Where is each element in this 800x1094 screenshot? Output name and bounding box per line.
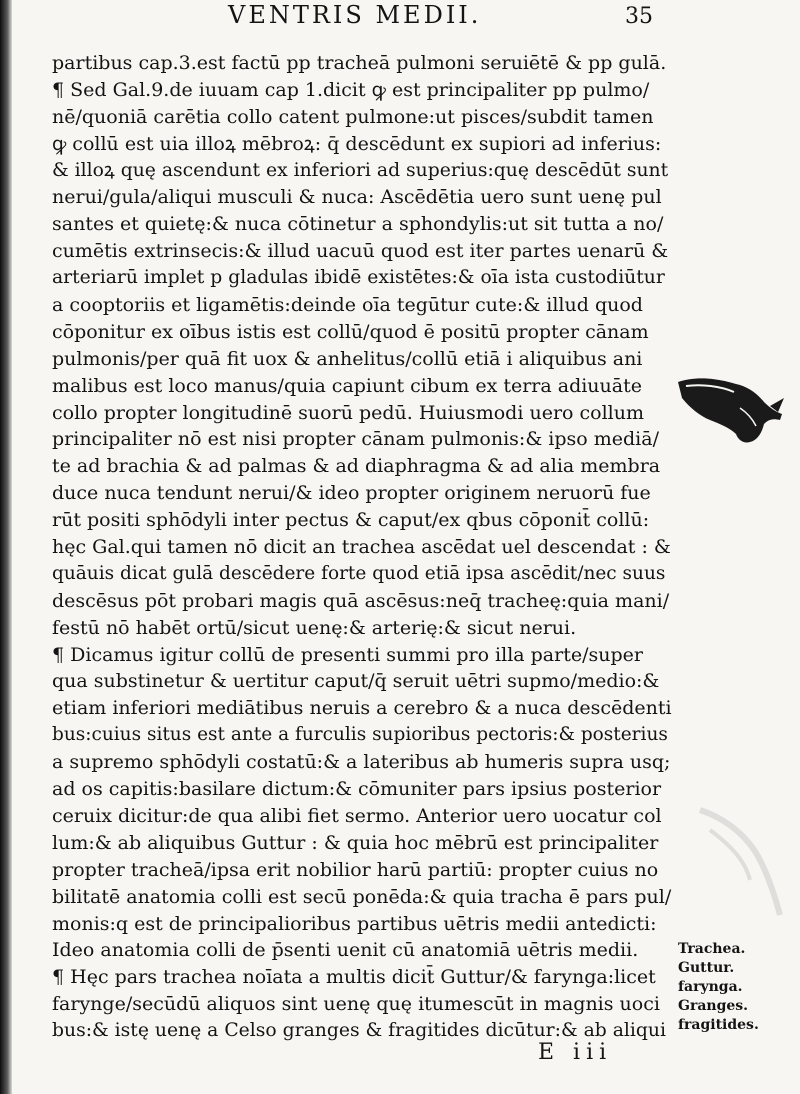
text-line: te ad brachia & ad palmas & ad diaphragma & ad alia membra (52, 455, 661, 478)
marginal-note: Granges. (678, 998, 749, 1014)
text-line: collo propter longitudinē suorū pedū. Huiusmodi uero collum (52, 401, 644, 424)
marginal-note: fragitides. (678, 1017, 759, 1033)
main-text-column (52, 50, 672, 1045)
text-line: malibus est loco manus/quia capiunt cibum ex terra adiuuāte (52, 374, 642, 397)
text-line: hęc Gal.qui tamen nō dicit an trachea ascēdat uel descendat : & (52, 536, 671, 559)
text-line: rūt positi sphōdyli inter pectus & caput/ex qbus cōponit̄ collū: (52, 509, 650, 532)
text-line: a cooptoriis et ligamētis:deinde oīa tegūtur cute:& illud quod (52, 294, 643, 317)
bleed-through-notes (712, 60, 792, 116)
text-line: cōponitur ex oībus istis est collū/quod ē positū propter cānam (52, 320, 649, 343)
text-line: cumētis extrinsecis:& illud uacuū quod est iter partes uenarū & (52, 240, 669, 263)
text-line: nē/quoniā carētia collo catent pulmone:ut pisces/subdit tamen (52, 105, 654, 128)
page-binding-edge (0, 0, 12, 1094)
text-line: a supremo sphōdyli costatū:& a lateribus ab humeris supra usq; (52, 751, 671, 774)
text-line: farynge/secūdū aliquos sint uenę quę itumescūt in magnis uoci (52, 993, 660, 1016)
text-line: santes et quietę:& nuca cōtinetur a sphondylis:ut sit tutta a no/ (52, 213, 664, 236)
text-line: partibus cap.3.est factū pp tracheā pulmoni seruiētē & pp gulā. (52, 52, 667, 74)
text-line: ¶ Sed Gal.9.de iuuam cap 1.dicit ꝙ est principaliter pp pulmo/ (52, 78, 650, 101)
text-line: ꝙ collū est uia illoꝝ mēbroꝝ: q̄ descēdunt ex supiori ad inferius: (52, 132, 662, 155)
text-line: propter tracheā/ipsa erit nobilior harū partiū: propter cuius no (52, 858, 659, 881)
text-line: etiam inferiori mediātibus neruis a cerebro & a nuca descēdenti (52, 697, 672, 720)
text-line: bus:& istę uenę a Celso granges & fragitides dicūtur:& ab aliqui (52, 1020, 666, 1042)
text-line: ad os capitis:basilare dictum:& cōmuniter pars ipsius posterior (52, 778, 662, 801)
text-line: lum:& ab aliquibus Guttur : & quia hoc mēbrū est principaliter (52, 831, 659, 854)
text-line: bilitatē anatomia colli est secū ponēda:& quia tracha ē pars pul/ (52, 885, 672, 908)
signature-mark: E iii (538, 1040, 613, 1065)
bleed-through-hand-icon (690, 800, 790, 920)
text-line: qua substinetur & uertitur caput/q̄ seruit uētri supmo/medio:& (52, 670, 660, 693)
text-line: monis:q est de principalioribus partibus uētris medii antedicti: (52, 912, 657, 935)
text-line: pulmonis/per quā fit uox & anhelitus/collū etiā i aliquibus ani (52, 347, 643, 370)
text-line: ceruix dicitur:de qua alibi fiet sermo. Anterior uero uocatur col (52, 804, 662, 827)
marginal-note: Guttur. (678, 960, 735, 976)
text-line: principaliter nō est nisi propter cānam pulmonis:& ipso mediā/ (52, 428, 659, 451)
text-line: descēsus pōt probari magis quā ascēsus:neq̄ tracheę:quia mani/ (52, 589, 670, 612)
text-line: ¶ Dicamus igitur collū de presenti summi pro illa parte/super (52, 643, 643, 666)
text-line: nerui/gula/aliqui musculi & nuca: Ascēdētia uero sunt uenę pul (52, 186, 662, 209)
text-line: festū nō habēt ortū/sicut uenę:& arterię:& sicut nerui. (52, 616, 577, 639)
marginal-notes (678, 940, 796, 1035)
page-number: 35 (625, 4, 653, 29)
text-line: Ideo anatomia colli de p̄senti uenit cū anatomiā uētris medii. (52, 939, 639, 962)
marginal-note: farynga. (678, 979, 743, 995)
pointing-hand-icon (676, 368, 786, 448)
running-title: VENTRIS MEDII. (228, 1, 482, 29)
text-line: ¶ Hęc pars trachea noīata a multis dicit̄ Guttur/& farynga:licet (52, 966, 656, 989)
text-line: quāuis dicat gulā descēdere forte quod etiā ipsa ascēdit/nec suus (52, 562, 666, 584)
text-line: & illoꝝ quę ascendunt ex inferiori ad superius:quę descēdūt sunt (52, 159, 669, 181)
text-line: duce nuca tendunt nerui/& ideo propter originem neruorū fue (52, 482, 651, 505)
marginal-note: Trachea. (678, 941, 746, 957)
text-line: bus:cuius situs est ante a furculis supioribus pectoris:& posterius (52, 724, 668, 746)
text-line: arteriarū implet p gladulas ibidē existētes:& oīa ista custodiūtur (52, 267, 665, 289)
